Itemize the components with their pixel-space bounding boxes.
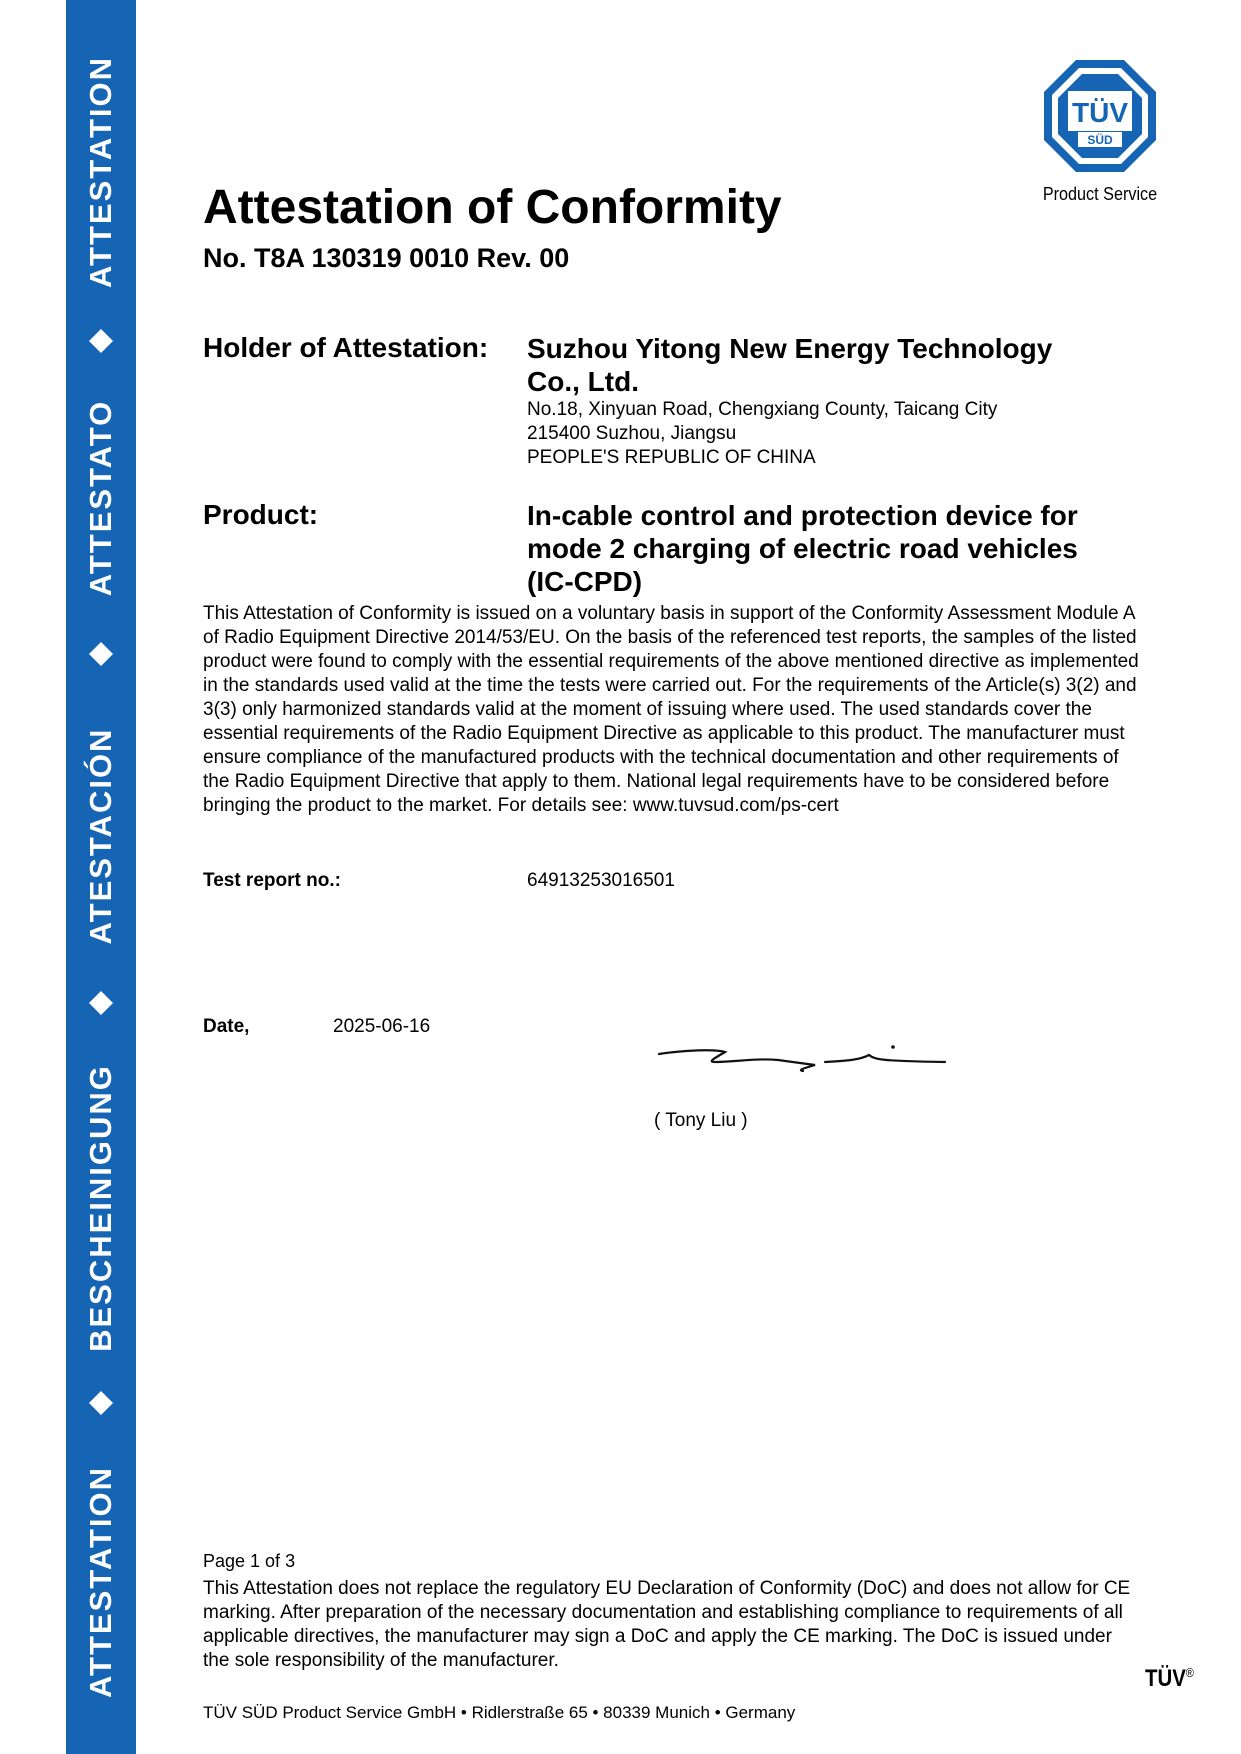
logo-sub-text: SÜD [1087, 133, 1113, 147]
sidebar-diamond-4 [89, 1391, 113, 1415]
attestation-body-text: This Attestation of Conformity is issued on a voluntary basis in support of the Conformity Assessment Module A of Radio Equipment Directive 2014/53/EU. On the basis of the referenced test reports, the samples of the listed product were found to comply with the essential requirements of the above mentioned directive as implemented in the standards used valid at the time the tests were carried out. For the requirements of the Article(s) 3(2) and 3(3) only harmonized standards valid at the moment of issuing where used. The used standards cover the essential requirements of the Radio Equipment Directive as applicable to this product. The manufacturer must ensure compliance of the manufactured products with the technical documentation and other requirements of the Radio Equipment Directive that apply to them. National legal requirements have to be considered before bringing the product to the market. For details see: www.tuvsud.com/ps-cert [203, 603, 1139, 816]
test-report-value: 64913253016501 [527, 870, 675, 891]
date-value: 2025-06-16 [333, 1016, 431, 1037]
sidebar-word-attestation-top: ATTESTATION [83, 55, 118, 289]
registered-mark: ® [1185, 1665, 1194, 1680]
tuv-sud-logo [1042, 58, 1158, 174]
product-line1: In-cable control and protection device for [527, 500, 1078, 531]
holder-label: Holder of Attestation: [203, 332, 489, 363]
date-label: Date, [203, 1016, 250, 1037]
sidebar-word-bescheinigung: BESCHEINIGUNG [83, 1064, 118, 1352]
sidebar-diamond-1 [89, 329, 113, 353]
footer-note: This Attestation does not replace the regulatory EU Declaration of Conformity (DoC) and does not allow for CE marking. After preparation of the necessary documentation and establishing compliance to requirements of all applicable directives, the manufacturer may sign a DoC and apply the CE marking. The DoC is issued under the sole responsibility of the manufacturer. [203, 1578, 1131, 1671]
certificate-number: No. T8A 130319 0010 Rev. 00 [203, 243, 570, 273]
product-line3: (IC-CPD) [527, 566, 643, 597]
tuv-wordmark [1145, 1665, 1194, 1693]
signature-mark [655, 1040, 950, 1075]
document-title: Attestation of Conformity [203, 181, 782, 234]
test-report-label: Test report no.: [203, 870, 341, 891]
footer-address: TÜV SÜD Product Service GmbH • Ridlerstraße 65 • 80339 Munich • Germany [203, 1703, 796, 1722]
signatory-name: ( Tony Liu ) [654, 1110, 748, 1131]
sidebar-word-atestacion: ATESTACIÓN [83, 727, 118, 945]
sidebar-band [66, 0, 136, 1754]
sidebar-word-attestation-bottom: ATTESTATION [83, 1465, 118, 1699]
product-line2: mode 2 charging of electric road vehicles [527, 533, 1078, 564]
holder-name-line2: Co., Ltd. [527, 366, 639, 397]
product-label: Product: [203, 499, 319, 530]
sidebar-word-attestato: ATTESTATO [83, 399, 118, 597]
logo-mark-text: TÜV [1072, 97, 1128, 128]
holder-address-line1: No.18, Xinyuan Road, Chengxiang County, Taicang City [527, 399, 998, 420]
logo-caption: Product Service [1042, 184, 1158, 204]
sidebar-diamond-2 [89, 642, 113, 666]
holder-address-line3: PEOPLE'S REPUBLIC OF CHINA [527, 447, 816, 468]
holder-name [527, 332, 1127, 398]
sidebar-diamond-3 [89, 991, 113, 1015]
holder-address [527, 398, 997, 470]
product-description [527, 499, 1127, 598]
holder-name-line1: Suzhou Yitong New Energy Technology [527, 333, 1053, 364]
tuv-wordmark-text: TÜV [1145, 1665, 1186, 1692]
holder-address-line2: 215400 Suzhou, Jiangsu [527, 423, 737, 444]
page-number: Page 1 of 3 [203, 1551, 296, 1571]
